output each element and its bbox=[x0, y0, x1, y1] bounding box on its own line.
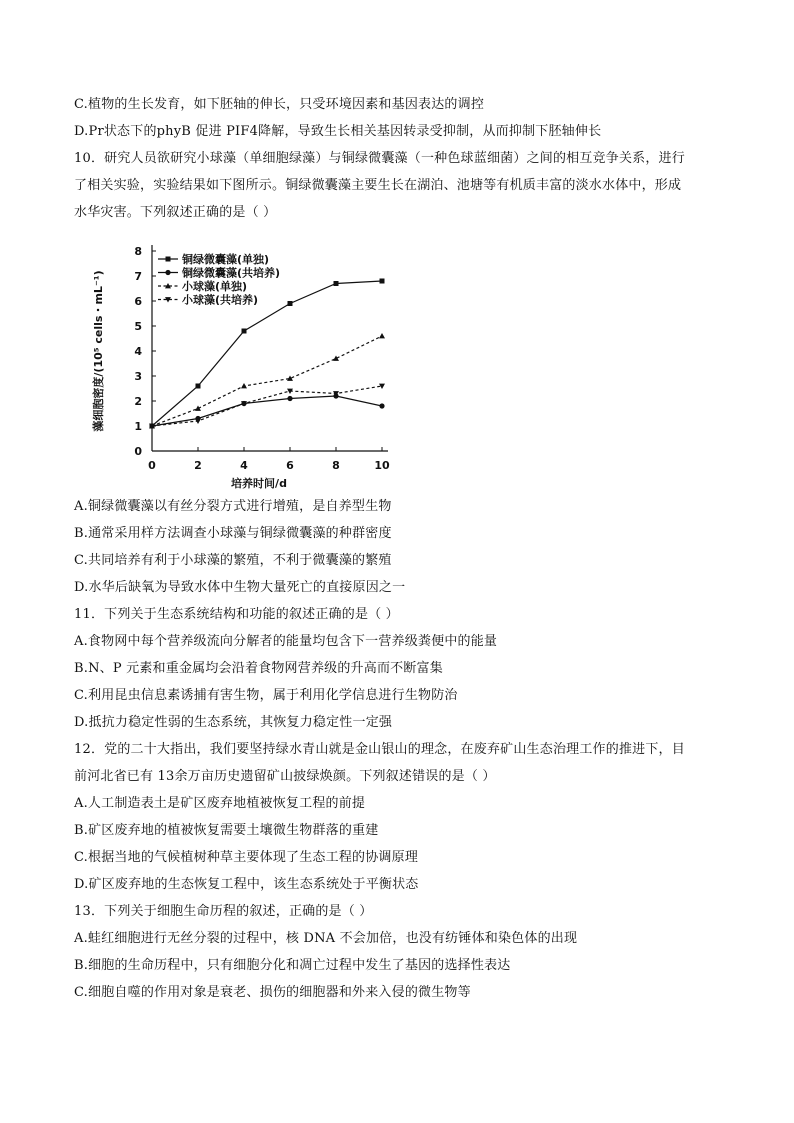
data-point-s1-3 bbox=[287, 396, 292, 401]
option-d-q11: D.抵抗力稳定性弱的生态系统，其恢复力稳定性一定强 bbox=[74, 715, 393, 730]
option-d-q10: D.水华后缺氧为导致水体中生物大量死亡的直接原因之一 bbox=[74, 580, 406, 595]
option-b-q13: B.细胞的生命历程中，只有细胞分化和凋亡过程中发生了基因的选择性表达 bbox=[74, 958, 511, 973]
y-tick-label: 2 bbox=[134, 395, 142, 408]
data-point-s0-4 bbox=[334, 281, 339, 286]
question-10-line-2: 了相关实验，实验结果如下图所示。铜绿微囊藻主要生长在湖泊、池塘等有机质丰富的淡水水体中，形成 bbox=[74, 178, 682, 193]
y-tick-label: 0 bbox=[134, 445, 142, 458]
question-10-line-3: 水华灾害。下列叙述正确的是（ ） bbox=[74, 205, 277, 220]
data-point-s1-5 bbox=[379, 403, 384, 408]
y-tick-label: 7 bbox=[134, 270, 142, 283]
data-point-s2-1 bbox=[195, 406, 201, 411]
x-tick-label: 10 bbox=[374, 459, 390, 472]
legend-marker-0 bbox=[166, 257, 171, 262]
series-line-2 bbox=[152, 336, 382, 426]
x-tick-label: 8 bbox=[332, 459, 340, 472]
legend-label-0: 铜绿微囊藻(单独) bbox=[182, 253, 270, 266]
option-c-q10: C.共同培养有利于小球藻的繁殖，不利于微囊藻的繁殖 bbox=[74, 553, 392, 568]
option-c-q12: C.根据当地的气候植树种草主要体现了生态工程的协调原理 bbox=[74, 850, 419, 865]
y-tick-label: 6 bbox=[134, 295, 142, 308]
data-point-s0-3 bbox=[288, 301, 293, 306]
x-tick-label: 6 bbox=[286, 459, 294, 472]
x-axis-label: 培养时间/d bbox=[231, 477, 287, 490]
data-point-s0-2 bbox=[242, 329, 247, 334]
y-tick-label: 4 bbox=[134, 345, 142, 358]
algae-density-chart bbox=[88, 238, 428, 494]
option-a-q11: A.食物网中每个营养级流向分解者的能量均包含下一营养级粪便中的能量 bbox=[74, 634, 498, 649]
legend-label-1: 铜绿微囊藻(共培养) bbox=[182, 266, 281, 280]
option-a-q10: A.铜绿微囊藻以有丝分裂方式进行增殖，是自养型生物 bbox=[74, 499, 392, 514]
question-11-stem: 11．下列关于生态系统结构和功能的叙述正确的是（ ） bbox=[74, 607, 399, 622]
option-d-q9: D.Pr状态下的phyB 促进 PIF4降解，导致生长相关基因转录受抑制，从而抑制下胚轴伸长 bbox=[74, 124, 602, 139]
series-line-1 bbox=[152, 396, 382, 426]
y-tick-label: 8 bbox=[134, 245, 142, 258]
legend-label-3: 小球藻(共培养) bbox=[182, 293, 259, 307]
option-b-q10: B.通常采用样方法调查小球藻与铜绿微囊藻的种群密度 bbox=[74, 526, 392, 541]
y-axis-label: 藻细胞密度/(10⁵ cells・mL⁻¹) bbox=[92, 270, 105, 432]
option-c-q9: C.植物的生长发育，如下胚轴的伸长，只受环境因素和基因表达的调控 bbox=[74, 97, 485, 112]
question-13-stem: 13．下列关于细胞生命历程的叙述，正确的是（ ） bbox=[74, 904, 373, 919]
data-point-s2-4 bbox=[333, 356, 339, 361]
question-10-line-1: 10．研究人员欲研究小球藻（单细胞绿藻）与铜绿微囊藻（一种色球蓝细菌）之间的相互竞争关系，进行 bbox=[74, 151, 685, 166]
legend-label-2: 小球藻(单独) bbox=[182, 280, 248, 293]
y-tick-label: 1 bbox=[134, 420, 142, 433]
x-tick-label: 4 bbox=[240, 459, 248, 472]
option-c-q13: C.细胞自噬的作用对象是衰老、损伤的细胞器和外来入侵的微生物等 bbox=[74, 985, 471, 1000]
option-b-q11: B.N、P 元素和重金属均会沿着食物网营养级的升高而不断富集 bbox=[74, 661, 443, 676]
legend-marker-1 bbox=[165, 270, 170, 275]
option-a-q12: A.人工制造表土是矿区废弃地植被恢复工程的前提 bbox=[74, 796, 366, 811]
data-point-s2-5 bbox=[379, 333, 385, 338]
data-point-s2-2 bbox=[241, 383, 247, 388]
option-d-q12: D.矿区废弃地的生态恢复工程中，该生态系统处于平衡状态 bbox=[74, 877, 419, 892]
y-tick-label: 3 bbox=[134, 370, 142, 383]
y-tick-label: 5 bbox=[134, 320, 142, 333]
option-c-q11: C.利用昆虫信息素诱捕有害生物，属于利用化学信息进行生物防治 bbox=[74, 688, 458, 703]
data-point-s0-1 bbox=[196, 384, 201, 389]
question-12-line-1: 12．党的二十大指出，我们要坚持绿水青山就是金山银山的理念，在废弃矿山生态治理工作的推进下，目 bbox=[74, 742, 685, 757]
option-a-q13: A.蛙红细胞进行无丝分裂的过程中，核 DNA 不会加倍，也没有纺锤体和染色体的出现 bbox=[74, 931, 578, 946]
question-12-line-2: 前河北省已有 13余万亩历史遗留矿山披绿焕颜。下列叙述错误的是（ ） bbox=[74, 769, 496, 784]
data-point-s0-5 bbox=[380, 279, 385, 284]
option-b-q12: B.矿区废弃地的植被恢复需要土壤微生物群落的重建 bbox=[74, 823, 379, 838]
x-tick-label: 2 bbox=[194, 459, 202, 472]
x-tick-label: 0 bbox=[148, 459, 156, 472]
